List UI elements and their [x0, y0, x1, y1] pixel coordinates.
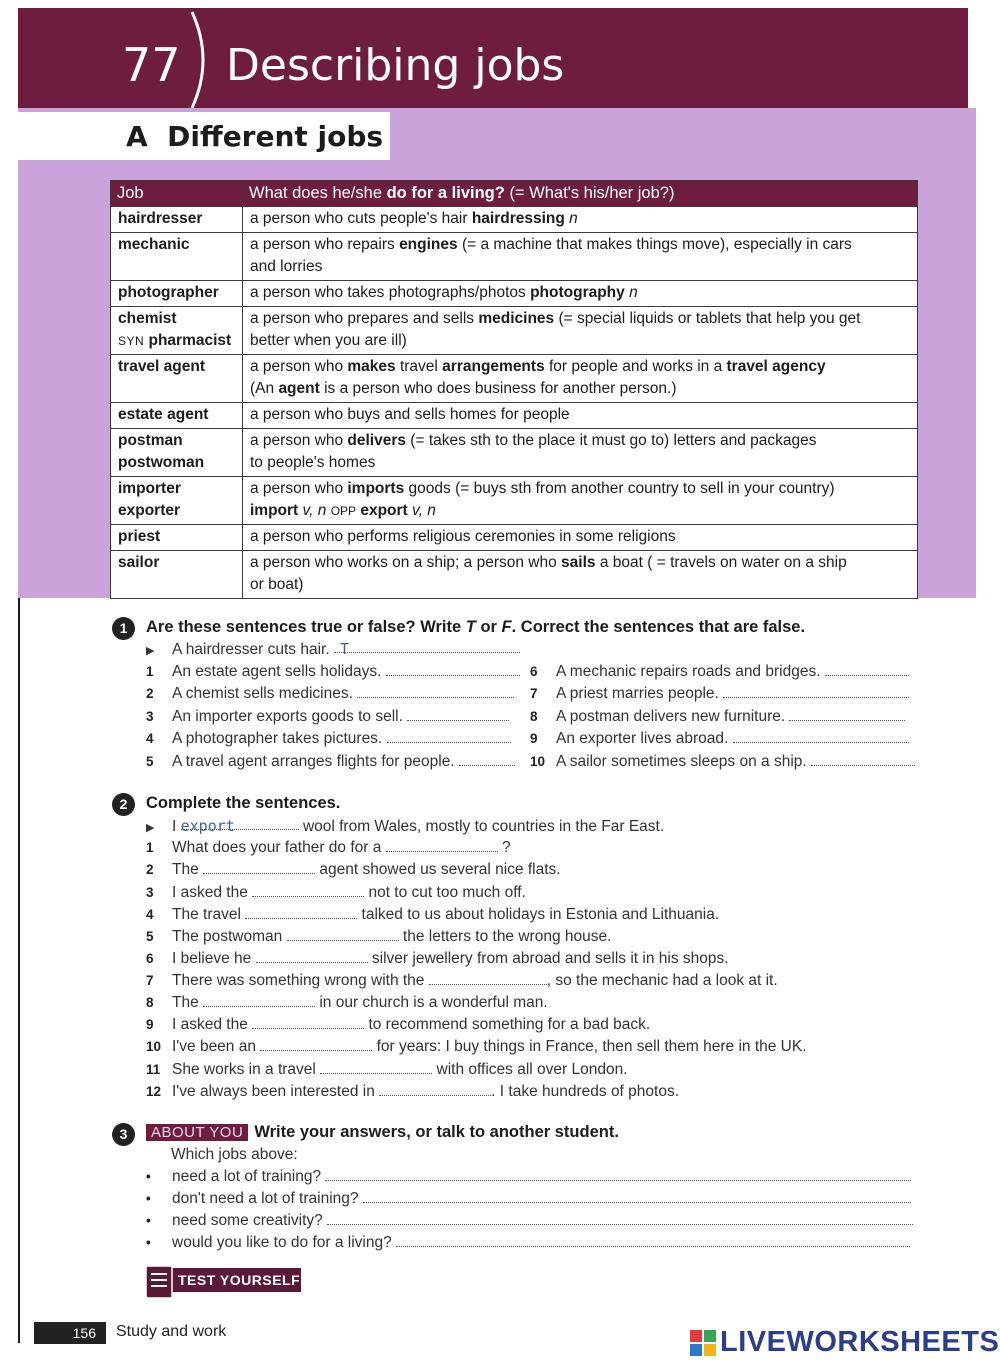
ex2-item-7: 7 There was something wrong with the , so the mechanic had a look at it.	[146, 972, 778, 989]
footer-section: Study and work	[116, 1323, 227, 1340]
answer-blank[interactable]	[357, 683, 514, 698]
table-row: travel agent a person who makes travel arrangements for people and works in a travel agency (An agent is a person who does business for another person.)	[111, 355, 918, 403]
ex1-item-7: 7 A priest marries people.	[530, 683, 909, 705]
ex3-item-3: • need some creativity?	[146, 1210, 913, 1232]
answer-blank[interactable]	[386, 661, 520, 676]
ex2-item-10: 10 I've been an for years: I buy things in France, then sell them here in the UK.	[146, 1038, 807, 1055]
answer-blank[interactable]	[260, 1036, 372, 1051]
ex2-item-4: 4 The travel talked to us about holidays in Estonia and Lithuania.	[146, 906, 720, 923]
answer-blank[interactable]	[287, 926, 399, 941]
exercise-1-number: 1	[112, 617, 135, 640]
exercise-3-number: 3	[112, 1123, 135, 1146]
test-yourself-button[interactable]: TEST YOURSELF	[146, 1268, 301, 1292]
table-row: postman postwoman a person who delivers (= takes sth to the place it must go to) letters and packages to people's homes	[111, 429, 918, 477]
ex1-item-5: 5 A travel agent arranges flights for people.	[146, 751, 515, 773]
table-row: chemist SYN pharmacist a person who prepares and sells medicines (= special liquids or tablets that help you get better when you are ill)	[111, 307, 918, 355]
unit-number: 77	[122, 38, 181, 92]
answer-blank[interactable]	[203, 859, 315, 874]
answer-blank[interactable]	[203, 992, 315, 1007]
answer-blank[interactable]	[459, 751, 515, 766]
ex1-item-3: 3 An importer exports goods to sell.	[146, 706, 509, 728]
ex2-item-12: 12 I've always been interested in . I take hundreds of photos.	[146, 1083, 680, 1100]
unit-divider-arc	[186, 10, 226, 110]
answer-blank[interactable]	[789, 706, 905, 721]
exercise-1-example: ▶ A hairdresser cuts hair. T	[146, 638, 520, 662]
unit-title: Describing jobs	[226, 40, 565, 91]
exercise-3-intro: Which jobs above:	[171, 1146, 298, 1163]
table-row: importer exporter a person who imports goods (= buys sth from another country to sell in your country) import v, n OPP export v, n	[111, 477, 918, 525]
example-answer: export	[180, 817, 235, 835]
ex1-item-2: 2 A chemist sells medicines.	[146, 683, 514, 705]
ex2-item-5: 5 The postwoman the letters to the wrong house.	[146, 928, 612, 945]
header-description: What does he/she do for a living? (= What's his/her job?)	[243, 181, 918, 207]
answer-blank[interactable]	[325, 1166, 911, 1181]
ex2-item-1: 1 What does your father do for a ?	[146, 839, 511, 856]
table-row: priest a person who performs religious ceremonies in some religions	[111, 525, 918, 551]
ex1-item-10: 10 A sailor sometimes sleeps on a ship.	[530, 751, 915, 773]
exercise-1-instruction: Are these sentences true or false? Write T or F. Correct the sentences that are false.	[146, 618, 806, 636]
answer-blank[interactable]	[252, 1014, 364, 1029]
answer-blank[interactable]	[363, 1188, 911, 1203]
about-you-badge: ABOUT YOU	[146, 1124, 248, 1141]
header-job: Job	[111, 181, 243, 207]
exercise-2-example: ▶ I export wool from Wales, mostly to countries in the Far East.	[146, 817, 665, 835]
exercise-2-number: 2	[112, 793, 135, 816]
answer-blank[interactable]	[733, 728, 909, 743]
liveworksheets-brand[interactable]: LIVEWORKSHEETS	[720, 1326, 1000, 1358]
ex2-item-11: 11 She works in a travel with offices all over London.	[146, 1061, 628, 1078]
ex1-item-4: 4 A photographer takes pictures.	[146, 728, 511, 750]
section-a-title: A Different jobs	[126, 120, 384, 153]
ex1-item-9: 9 An exporter lives abroad.	[530, 728, 909, 750]
answer-blank[interactable]	[252, 882, 364, 897]
answer-blank[interactable]	[811, 751, 915, 766]
ex2-item-2: 2 The agent showed us several nice flats.	[146, 861, 561, 878]
page-number: 156	[34, 1322, 106, 1344]
notebook-icon	[144, 1264, 174, 1300]
answer-blank[interactable]	[379, 1081, 491, 1096]
answer-blank[interactable]	[396, 1232, 910, 1247]
table-row: hairdresser a person who cuts people's hair hairdressing n	[111, 207, 918, 233]
exercise-3-instruction: ABOUT YOU Write your answers, or talk to another student.	[146, 1123, 619, 1142]
ex3-item-4: • would you like to do for a living?	[146, 1232, 910, 1254]
ex3-item-2: • don't need a lot of training?	[146, 1188, 911, 1210]
answer-blank[interactable]	[825, 661, 909, 676]
answer-blank[interactable]	[256, 948, 368, 963]
answer-blank[interactable]	[407, 706, 509, 721]
exercise-2-instruction: Complete the sentences.	[146, 794, 341, 812]
ex1-item-1: 1 An estate agent sells holidays.	[146, 661, 520, 683]
answer-blank[interactable]	[429, 970, 547, 985]
answer-blank[interactable]	[723, 683, 909, 698]
table-row: estate agent a person who buys and sells homes for people	[111, 403, 918, 429]
example-answer: T	[339, 640, 350, 658]
ex1-item-8: 8 A postman delivers new furniture.	[530, 706, 905, 728]
table-header-row	[111, 181, 918, 207]
answer-blank[interactable]	[245, 904, 357, 919]
ex1-item-6: 6 A mechanic repairs roads and bridges.	[530, 661, 909, 683]
ex2-item-9: 9 I asked the to recommend something for a bad back.	[146, 1016, 651, 1033]
answer-blank[interactable]	[320, 1059, 432, 1074]
ex2-item-8: 8 The in our church is a wonderful man.	[146, 994, 548, 1011]
ex3-item-1: • need a lot of training?	[146, 1166, 911, 1188]
answer-blank[interactable]	[327, 1210, 913, 1225]
margin-rule	[18, 598, 20, 1343]
ex2-item-6: 6 I believe he silver jewellery from abroad and sells it in his shops.	[146, 950, 729, 967]
answer-blank[interactable]	[387, 728, 511, 743]
table-row: mechanic a person who repairs engines (= a machine that makes things move), especially in cars and lorries	[111, 233, 918, 281]
answer-blank[interactable]	[386, 837, 498, 852]
jobs-table	[110, 180, 918, 599]
table-row: photographer a person who takes photographs/photos photography n	[111, 281, 918, 307]
table-row: sailor a person who works on a ship; a person who sails a boat ( = travels on water on a ship or boat)	[111, 551, 918, 599]
ex2-item-3: 3 I asked the not to cut too much off.	[146, 884, 526, 901]
liveworksheets-logo-icon	[690, 1330, 716, 1356]
